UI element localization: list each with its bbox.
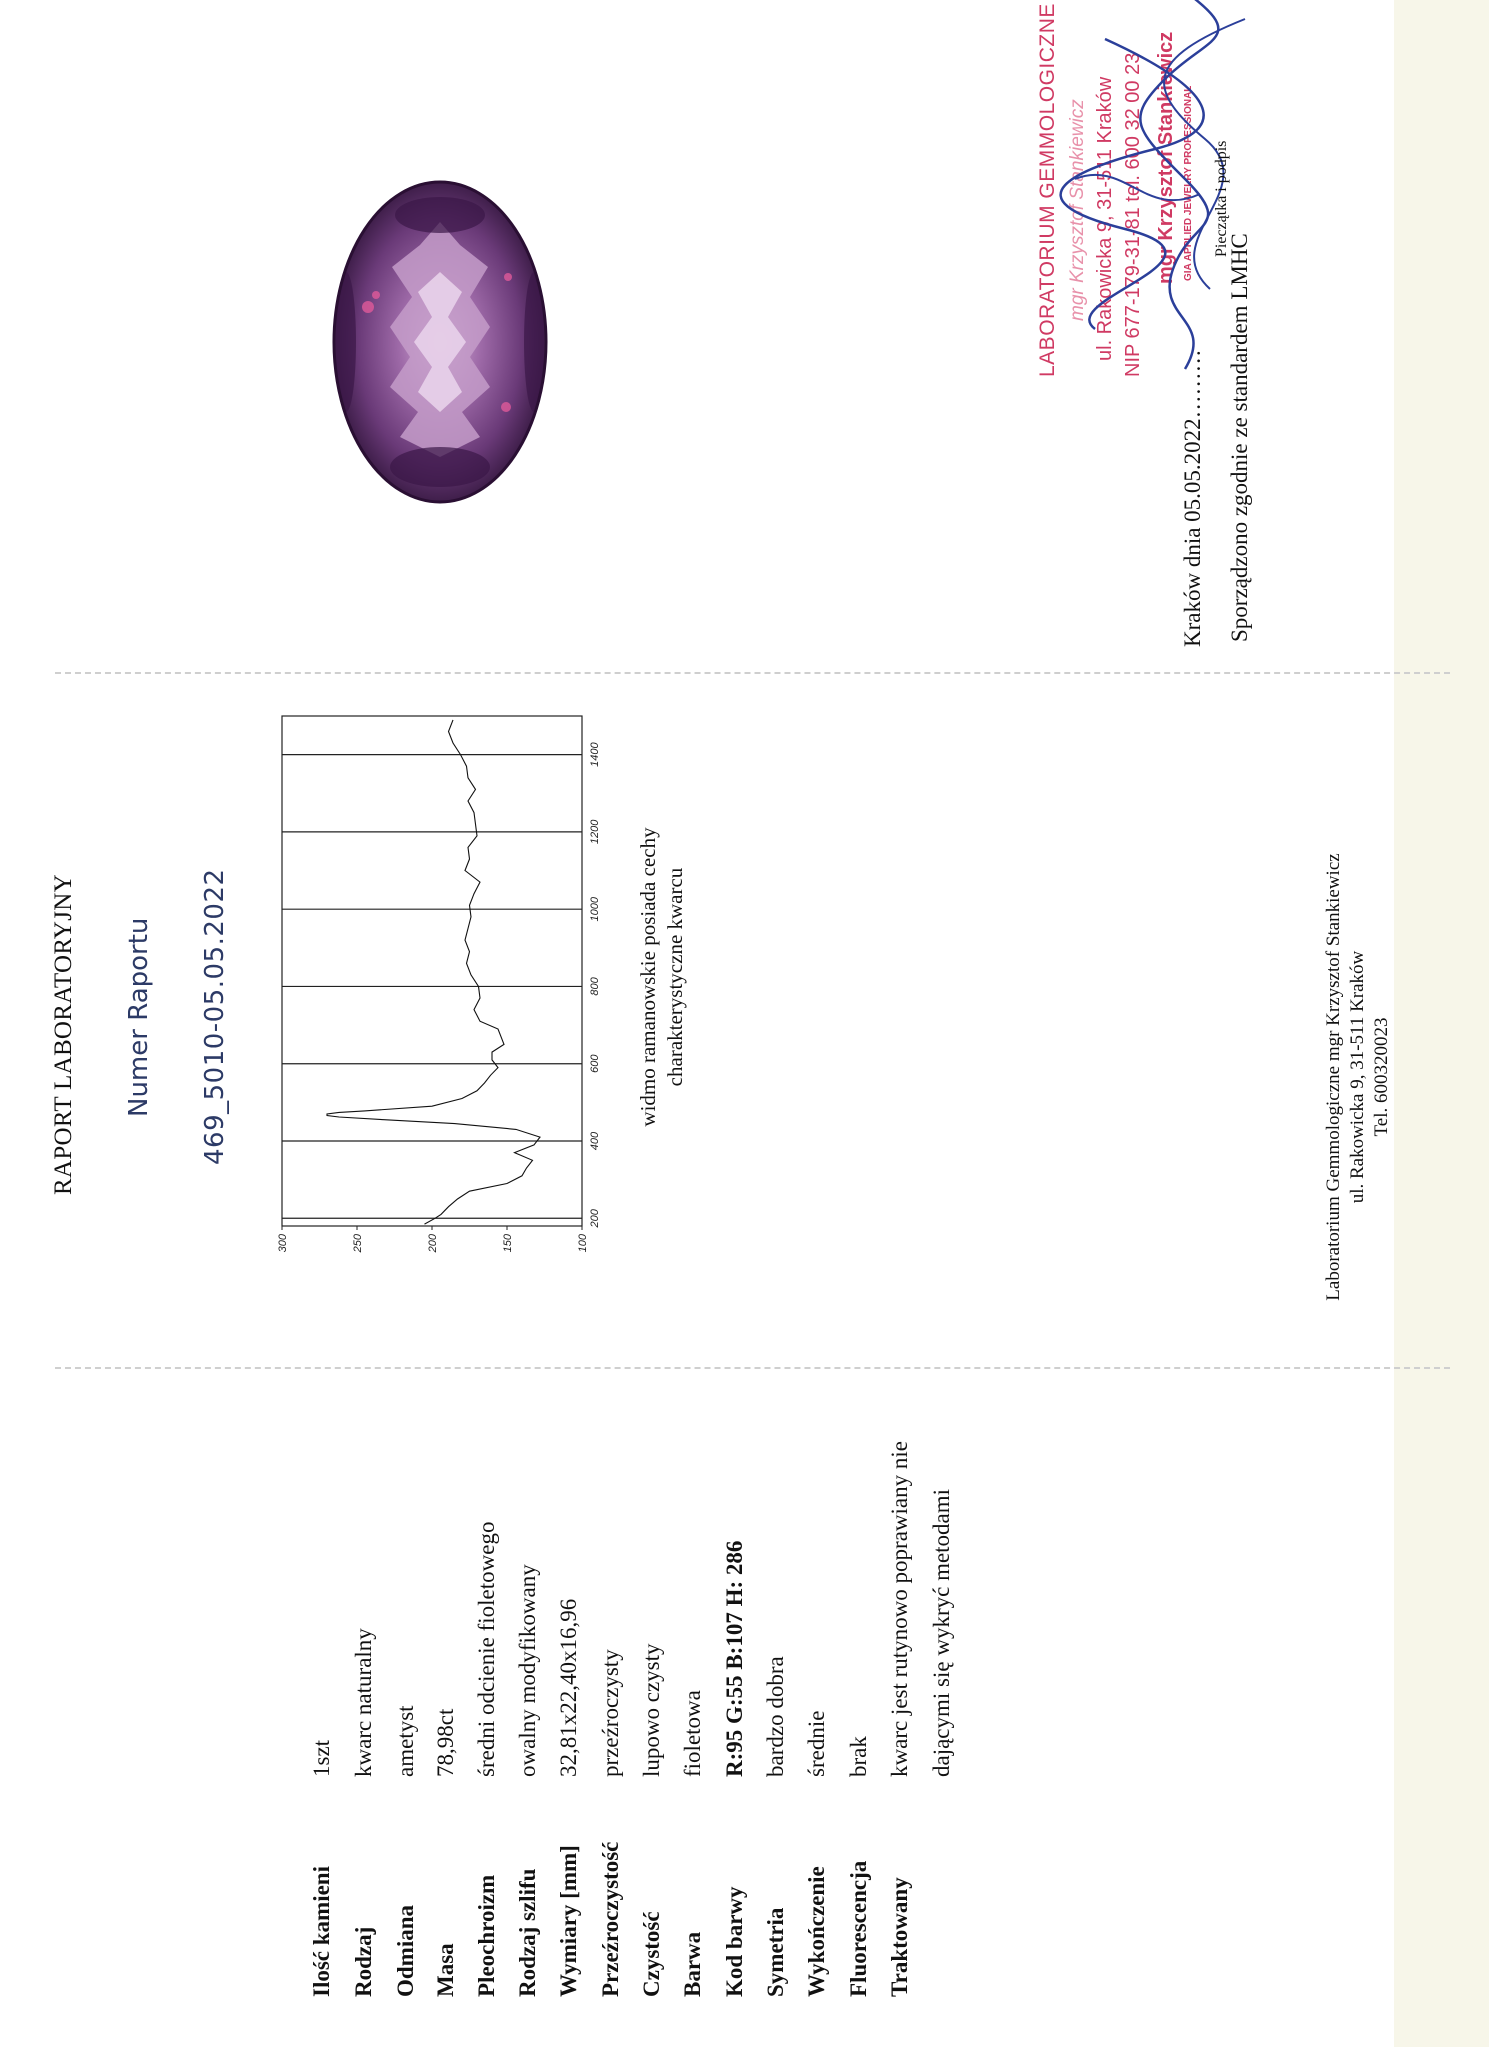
- property-value: R:95 G:55 B:107 H: 286: [722, 1540, 747, 1777]
- y-tick-label: 250: [352, 1234, 364, 1253]
- raman-spectrum-chart: [270, 702, 615, 1262]
- property-value: bardzo dobra: [763, 1656, 788, 1777]
- property-label: Fluorescencja: [846, 1860, 871, 1997]
- svg-text:ul. Rakowicka 9, 31-511 Kraków: ul. Rakowicka 9, 31-511 Kraków: [1094, 76, 1116, 361]
- standard-note: Sporządzono zgodnie ze standardem LMHC: [1227, 233, 1252, 642]
- lab-address-line: Tel. 600320023: [1371, 1017, 1392, 1137]
- spectrum-caption: [635, 797, 689, 1157]
- property-label: Rodzaj szlifu: [515, 1868, 540, 1997]
- y-tick-label: 100: [577, 1234, 589, 1253]
- report-number-value: 469_5010-05.05.2022: [200, 868, 230, 1165]
- property-value: kwarc naturalny: [351, 1628, 376, 1777]
- property-value: przeźroczysty: [598, 1649, 623, 1777]
- x-tick-label: 800: [589, 977, 601, 996]
- plot-frame: [282, 716, 582, 1226]
- property-label: Ilość kamieni: [309, 1866, 334, 1997]
- y-tick-label: 200: [427, 1234, 439, 1253]
- x-tick-label: 1000: [589, 896, 601, 922]
- spectrum-caption-line: widmo ramanowskie posiada cechy: [636, 827, 660, 1127]
- lab-address-line: Laboratorium Gemmologiczne mgr Krzysztof Stankiewicz: [1323, 853, 1344, 1301]
- property-value: brak: [846, 1736, 871, 1777]
- spectrum-line: [327, 720, 540, 1224]
- svg-text:GIA APPLIED JEWELRY PROFESSION: GIA APPLIED JEWELRY PROFESSIONAL: [1183, 85, 1194, 281]
- property-value: kwarc jest rutynowo poprawiany nie: [887, 1441, 912, 1777]
- property-label: Odmiana: [393, 1904, 418, 1997]
- issue-date: Kraków dnia 05.05.2022………: [1180, 349, 1205, 647]
- spectrum-svg: [270, 702, 610, 1262]
- property-label: Traktowany: [887, 1877, 912, 1997]
- property-value: 32,81x22,40x16,96: [556, 1598, 581, 1777]
- property-value: 78,98ct: [433, 1708, 458, 1777]
- property-value: owalny modyfikowany: [515, 1564, 540, 1777]
- property-value: ametyst: [393, 1705, 418, 1777]
- x-tick-label: 400: [589, 1131, 601, 1151]
- property-value: 1szt: [309, 1739, 334, 1777]
- svg-text:mgr Krzysztof Stankiewicz: mgr Krzysztof Stankiewicz: [1155, 31, 1177, 284]
- y-tick-label: 150: [502, 1234, 514, 1253]
- property-value: lupowo czysty: [639, 1643, 664, 1777]
- property-label: Rodzaj: [351, 1926, 376, 1997]
- property-value-continued: dającymi się wykryć metodami: [929, 1488, 954, 1777]
- property-label: Wykończenie: [804, 1866, 829, 1997]
- property-label: Masa: [433, 1943, 458, 1997]
- y-tick-label: 300: [277, 1234, 289, 1253]
- spectrum-caption-line: charakterystyczne kwarcu: [663, 867, 687, 1087]
- property-value: średnie: [804, 1710, 829, 1777]
- property-value: fioletowa: [680, 1690, 705, 1777]
- property-label: Barwa: [680, 1931, 705, 1997]
- lab-address: [1322, 842, 1394, 1312]
- property-label: Symetria: [763, 1907, 788, 1997]
- svg-text:NIP 677-179-31-81 tel. 600 32: NIP 677-179-31-81 tel. 600 32 00 23: [1122, 52, 1144, 377]
- property-label: Przeźroczystość: [598, 1841, 623, 1997]
- property-value: średni odcienie fioletowego: [474, 1521, 499, 1777]
- property-label: Kod barwy: [722, 1886, 747, 1997]
- property-label: Czystość: [639, 1911, 664, 1997]
- report-title: RAPORT LABORATORYJNY: [50, 873, 77, 1195]
- svg-text:mgr Krzysztof Stankiewicz: mgr Krzysztof Stankiewicz: [1067, 99, 1088, 321]
- x-tick-label: 200: [589, 1209, 601, 1228]
- lab-address-line: ul. Rakowicka 9, 31-511 Kraków: [1347, 950, 1368, 1204]
- report-number-label: Numer Raportu: [124, 917, 154, 1117]
- x-tick-label: 600: [589, 1054, 601, 1073]
- property-label: Wymiary [mm]: [556, 1845, 581, 1997]
- x-tick-label: 1400: [589, 742, 601, 767]
- gemstone-image: [330, 177, 555, 507]
- property-label: Pleochroizm: [474, 1874, 499, 1997]
- svg-text:LABORATORIUM GEMMOLOGICZNE: LABORATORIUM GEMMOLOGICZNE: [1036, 3, 1059, 377]
- x-tick-label: 1200: [589, 819, 601, 845]
- stamp-label: Pieczątka i podpis: [1213, 140, 1230, 257]
